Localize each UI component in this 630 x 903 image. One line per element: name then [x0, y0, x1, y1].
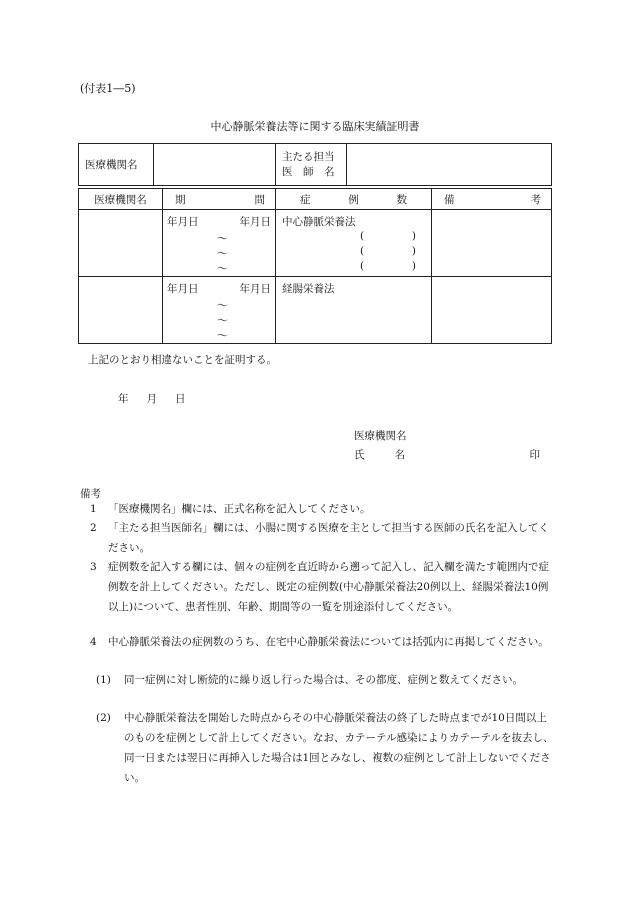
row2-period-cell[interactable] — [163, 277, 276, 344]
row1-paren-2-close: ) — [411, 245, 416, 257]
row2-case-label: 経腸栄養法 — [282, 283, 335, 295]
col-cases-label-2: 例 — [348, 193, 359, 206]
col-cases-label-3: 数 — [396, 193, 407, 206]
row1-paren-1-close: ) — [411, 230, 416, 242]
row1-case-label: 中心静脈栄養法 — [282, 216, 356, 228]
row1-cases-cell[interactable] — [276, 210, 432, 277]
note-item — [80, 499, 554, 519]
row2-period-to: 年月日 — [239, 283, 271, 295]
row2-remarks-cell[interactable] — [432, 277, 552, 344]
row1-paren-1 — [360, 230, 416, 242]
doctor-value-cell[interactable] — [347, 144, 552, 186]
signer-name-label-1: 氏 — [354, 449, 365, 461]
page-label: (付表1―5) — [80, 82, 136, 95]
row1-paren-3 — [360, 260, 416, 272]
col-period-label-1: 期 — [175, 193, 186, 206]
note-item — [80, 670, 554, 690]
note-item — [80, 708, 554, 788]
row2-period-from: 年月日 — [167, 283, 199, 295]
row1-period-from: 年月日 — [167, 216, 199, 228]
note-text: 症例数を記入する欄には、個々の症例を直近時から遡って記入し、記入欄を満たす範囲内で症例数を計上してください。ただし、既定の症例数(中心静脈栄養法20例以上、経腸栄養法10例以上)について、患者性別、年齢、期間等の一覧を別途添付してください。 — [108, 561, 549, 613]
row1-tilde-2: ～ — [217, 247, 228, 260]
note-text: 中心静脈栄養法の症例数のうち、在宅中心静脈栄養法については括弧内に再掲してください。 — [108, 636, 549, 648]
note-item — [80, 518, 554, 558]
col-cases — [276, 189, 432, 210]
col-cases-label-1: 症 — [300, 193, 311, 206]
table-row — [79, 210, 552, 277]
table-row — [79, 277, 552, 344]
header-table — [78, 143, 552, 186]
row1-period-to: 年月日 — [239, 216, 271, 228]
row2-cases-cell[interactable] — [276, 277, 432, 344]
row1-institution-cell[interactable] — [79, 210, 163, 277]
seal-mark: 印 — [529, 449, 540, 461]
note-text: 中心静脈栄養法を開始した時点からその中心静脈栄養法の終了した時点までが10日間以上のものを症例として計上してください。なお、カテーテル感染によりカテーテルを抜去し、同一日または翌日に再挿入した場合は1回とみなし、複数の症例として計上しないでください。 — [124, 712, 554, 784]
certification-statement: 上記のとおり相違ないことを証明する。 — [88, 354, 277, 366]
col-period-label-2: 間 — [254, 193, 265, 206]
col-institution — [79, 189, 163, 210]
note-item — [80, 632, 554, 652]
date-year: 年 — [118, 393, 129, 405]
row2-tilde-1: ～ — [217, 299, 228, 312]
note-text: 「主たる担当医師名」欄には、小腸に関する医療を主として担当する医師の氏名を記入してください。 — [108, 522, 549, 554]
note-number: (2) — [96, 712, 111, 724]
row1-paren-3-close: ) — [411, 260, 416, 272]
row2-institution-cell[interactable] — [79, 277, 163, 344]
col-remarks — [432, 189, 552, 210]
note-number: 4 — [90, 636, 97, 648]
institution-name-label: 医療機関名 — [354, 430, 407, 442]
row2-tilde-2: ～ — [217, 314, 228, 327]
col-institution-label: 医療機関名 — [94, 193, 147, 206]
signer-name-label-2: 名 — [394, 449, 405, 461]
signer-line — [354, 447, 540, 462]
notes-heading: 備考 — [80, 488, 101, 500]
date-line — [118, 391, 186, 406]
col-period — [163, 189, 276, 210]
col-remarks-label-2: 考 — [530, 193, 541, 206]
doctor-label-cell — [276, 144, 347, 186]
doctor-label-line2: 医 師 名 — [282, 165, 335, 178]
note-item — [80, 557, 554, 617]
row1-paren-2-open: ( — [360, 245, 365, 257]
doctor-label-line1: 主たる担当 — [282, 150, 335, 163]
row1-paren-2 — [360, 245, 416, 257]
note-text: 同一症例に対し断続的に繰り返し行った場合は、その都度、症例と数えてください。 — [124, 674, 523, 686]
row1-tilde-3: ～ — [217, 262, 228, 275]
main-table-header-row — [79, 189, 552, 210]
main-table — [78, 188, 552, 344]
col-remarks-label-1: 備 — [444, 193, 455, 206]
row1-tilde-1: ～ — [217, 232, 228, 245]
row1-remarks-cell[interactable] — [432, 210, 552, 277]
date-month: 月 — [146, 393, 157, 405]
note-number: 2 — [90, 522, 97, 534]
institution-value-cell[interactable] — [154, 144, 276, 186]
row1-paren-3-open: ( — [360, 260, 365, 272]
document-title: 中心静脈栄養法等に関する臨床実績証明書 — [210, 120, 420, 133]
note-number: 3 — [90, 561, 97, 573]
note-text: 「医療機関名」欄には、正式名称を記入してください。 — [108, 503, 371, 515]
row1-period-cell[interactable] — [163, 210, 276, 277]
institution-label-cell — [79, 144, 154, 186]
row1-paren-1-open: ( — [360, 230, 365, 242]
row2-tilde-3: ～ — [217, 329, 228, 342]
institution-label: 医療機関名 — [85, 159, 138, 171]
note-number: 1 — [90, 503, 97, 515]
date-day: 日 — [175, 393, 186, 405]
note-number: (1) — [96, 674, 111, 686]
